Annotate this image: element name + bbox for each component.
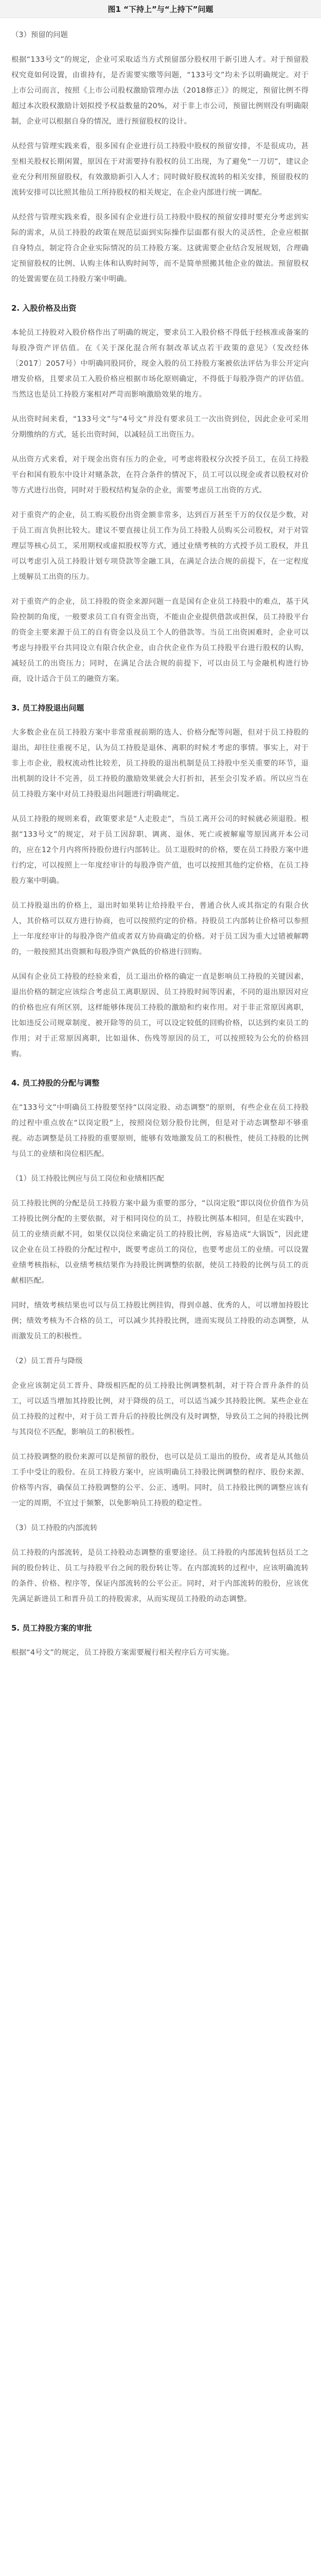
- paragraph: 从出资时间来看，“133号文”与“4号文”并没有要求员工一次出资到位，因此企业可采用分期缴纳的方式，延长出资时间，以减轻员工出资压力。: [11, 415, 309, 439]
- section-heading: 3. 员工持股退出问题: [11, 703, 84, 713]
- section-heading: 2. 入股价格及出资: [11, 303, 77, 313]
- sub-heading: （1）员工持股比例应与员工岗位和业绩相匹配: [11, 1175, 164, 1183]
- sub-heading: （2）员工晋升与降级: [11, 1357, 83, 1365]
- paragraph: 在“133号文”中明确员工持股要坚持“以岗定股、动态调整”的原则，有些企业在员工持股的过程中重点放在“以岗定股”上，按照岗位划分股份比例，但是对于动态调整却不够重视。动态调整是员工持股的重要原则，能够有效地激发员工的积极性，使员工持股的比例与员工的业绩和岗位相匹配。: [11, 1104, 309, 1158]
- paragraph: 员工持股的内部流转，是员工持股动态调整的重要途径。员工持股的内部流转包括员工之间的股份转让、员工与持股平台之间的股份转让等。在内部流转的过程中，应该明确流转的条件、价格、程序等，保证内部流转的公平公正。同时，对于内部流转的股份，应该优先满足新进员工和晋升员工的持股需求，从而实现员工持股的动态调整。: [11, 1549, 309, 1603]
- paragraph: 对于重资产的企业，员工购买股份出资金额非常多，达到百万甚至千万的仅仅是少数，对于员工而言负担比较大。建议不要直接让员工作为员工持股人员购买公司股权，对于对管理层等核心员工，采用期权或虚拟股权等方式，通过业绩考核的方式授予员工股权，并且可以考虑引入员工持股计划专项贷款等金融工具，在满足合法合规的前提下，在一定程度上缓解员工出资的压力。: [11, 511, 309, 581]
- section-heading: 4. 员工持股的分配与调整: [11, 1078, 100, 1088]
- sub-heading: （3）预留的问题: [11, 31, 68, 39]
- paragraph: 根据“133号文”的规定，企业可采取适当方式预留部分股权用于新引进人才。对于预留股权究竟如何设置，由谁持有，是否需要实缴等问题，“133号文”均未予以明确规定。对于上市公司而言，按照《上市公司股权激励管理办法（2018修正）》的规定，预留比例不得超过本次股权激励计划拟授予权益数量的20%，对于非上市公司，预留比例则没有明确限制，企业可以根据自身的情况，进行预留股权的设计。: [11, 56, 309, 126]
- paragraph: 员工持股比例的分配是员工持股方案中最为重要的部分，“以岗定股”即以岗位价值作为员工持股比例分配的主要依据，对于相同岗位的员工，持股比例基本相同，但是在实践中，员工的业绩贡献不同，如果仅以岗位来确定员工的持股比例，容易造成“大锅饭”，因此建议企业在员工持股的分配过程中，既要考虑员工的岗位，也要考虑员工的业绩。可以设置业绩考核指标，以业绩考核结果作为持股比例调整的依据，使员工持股的比例与员工的贡献相匹配。: [11, 1199, 309, 1285]
- section-heading: 5. 员工持股方案的审批: [11, 1623, 92, 1633]
- paragraph: 员工持股调整的股份来源可以是预留的股份，也可以是员工退出的股份，或者是从其他员工手中受让的股份。在员工持股方案中，应该明确员工持股比例调整的程序、股份来源、价格等内容，确保员工持股调整的公平、公正、透明。同时，员工持股比例的调整应该有一定的周期，不宜过于频繁，以免影响员工持股的稳定性。: [11, 1453, 309, 1507]
- paragraph: 大多数企业在员工持股方案中非常重视前期的选人、价格分配等问题，但对于员工持股的退出，却往往重视不足，认为员工持股是退休、离职的时候才考虑的事情。事实上，对于非上市企业，股权流动性比较差，员工持股的退出机制是员工持股中至关重要的环节，退出机制的设计不完善，员工持股的激励效果就会大打折扣，甚至会引发矛盾。所以应当在员工持股方案中对员工持股退出问题进行明确规定。: [11, 728, 309, 799]
- paragraph: 从员工持股的规则来看，政策要求是“人走股走”，当员工离开公司的时候就必须退股。根据“133号文”的规定，对于员工因辞职、调离、退休、死亡或被解雇等原因离开本公司的，应在12个月内将所持股份进行内部转让。员工退股时的价格，要在员工持股方案中进行约定，可以按照上一年度经审计的每股净资产值，也可以按照其他约定价格，在员工持股方案中明确。: [11, 815, 309, 885]
- paragraph: 从经营与管理实践来看，很多国有企业进行员工持股中股权的预留安排，不是很成功，甚至相关股权长期闲置，原因在于对需要持有股权的员工出现，为了避免“一刀切”，建议企业充分利用预留股权，有效激励新引入人才；同时做好股权流转的相关安排，预留股权的流转安排可以比照其他员工所持股权的相关规定，在企业内部进行统一调配。: [11, 142, 309, 197]
- paragraph: 员工持股退出的价格上，退出时如果转让给持股平台，普通合伙人或其指定的有限合伙人，其价格可以双方进行协商，也可以按照约定的价格。持股员工内部转让价格可以参照上一年度经审计的每股净资产值或者双方协商确定的价格。对于员工因为重大过错被解聘的，一般按照其出资额和每股净资产孰低的价格进行回购。: [11, 902, 309, 956]
- paragraph: 本轮员工持股对入股价格作出了明确的规定，要求员工入股价格不得低于经核准或备案的每股净资产评估值。在《关于深化混合所有制改革试点若干政策的意见》（发改经体〔2017〕2057号）中明确同股同价，现金入股的员工持股方案被依法评估为非公开定向增发价格，且要求员工入股价格应根据市场化原则确定，不得低于每股净资产的评估值。当然这也是员工持股方案相对严苛而影响激励效果的地方。: [11, 329, 309, 399]
- paragraph: 企业应该制定员工晋升、降级相匹配的员工持股比例调整机制，对于符合晋升条件的员工，可以适当增加其持股比例，对于降级的员工，可以适当减少其持股比例。某些企业在员工持股的过程中，对于员工晋升后的持股比例没有及时调整，导致员工之间的持股比例与其岗位不匹配，影响员工的积极性。: [11, 1382, 309, 1436]
- figure-title: 图1 “下持上”与“上持下”问题: [0, 0, 321, 18]
- paragraph: 从出资方式来看，对于现金出资有压力的企业，可考虑将股权分次授予员工，在员工持股平台和国有股东中设计对赌条款，在符合条件的情况下，员工可以以现金或者以股权对价等方式进行出资，同时对于股权结构复杂的企业，需要考虑员工出资的方式。: [11, 455, 309, 495]
- document-body: [0, 27, 321, 1660]
- paragraph: 同时，绩效考核结果也可以与员工持股比例挂钩，得到卓越、优秀的人，可以增加持股比例；绩效考核为不合格的员工，可以减少其持股比例，进而实现员工持股的动态调整，从而激发员工的积极性。: [11, 1301, 309, 1341]
- paragraph: 从国有企业员工持股的经验来看，员工退出价格的确定一直是影响员工持股的关键因素，退出价格的制定应该综合考虑员工离职原因、员工持股时间等因素，不同的退出原因对应的价格也应有所区别，这样能够体现员工持股的激励和约束作用。对于非正常原因离职，比如违反公司规章制度、被开除等的员工，可以设定较低的回购价格，以达到约束员工的作用；对于正常原因离职，比如退休、伤残等原因的员工，可以按照较为公允的价格回购。: [11, 973, 309, 1058]
- paragraph: 根据“4号文”的规定，员工持股方案需要履行相关程序后方可实施。: [11, 1649, 235, 1657]
- paragraph: 从经营与管理实践来看，很多国有企业进行员工持股中股权的预留安排时要充分考虑到实际的需求，从员工持股的政策在规范层面到实际操作层面都有很大的灵活性，企业应根据自身特点，制定符合企业实际情况的员工持股方案。这就需要企业结合发展规划，合理确定预留股权的比例、认购主体和认购时间等，而不是简单照搬其他企业的做法。预留股权的处置需要在员工持股方案中明确。: [11, 213, 309, 283]
- sub-heading: （3）员工持股的内部流转: [11, 1524, 98, 1532]
- paragraph: 对于重资产的企业，员工持股的资金来源问题一直是国有企业员工持股中的难点，基于风险控制的角度，一般要求员工自有资金出资，不能由企业提供借款或担保，员工持股平台的资金主要来源于员工的自有资金以及员工个人的借款等。当员工出资困难时，企业可以考虑与持股平台共同设立有限合伙企业，由合伙企业作为员工持股平台进行股权的认购，减轻员工的出资压力；同时，在满足合法合规的前提下，可以由员工与金融机构进行协商，设计适合于员工的融资方案。: [11, 598, 309, 683]
